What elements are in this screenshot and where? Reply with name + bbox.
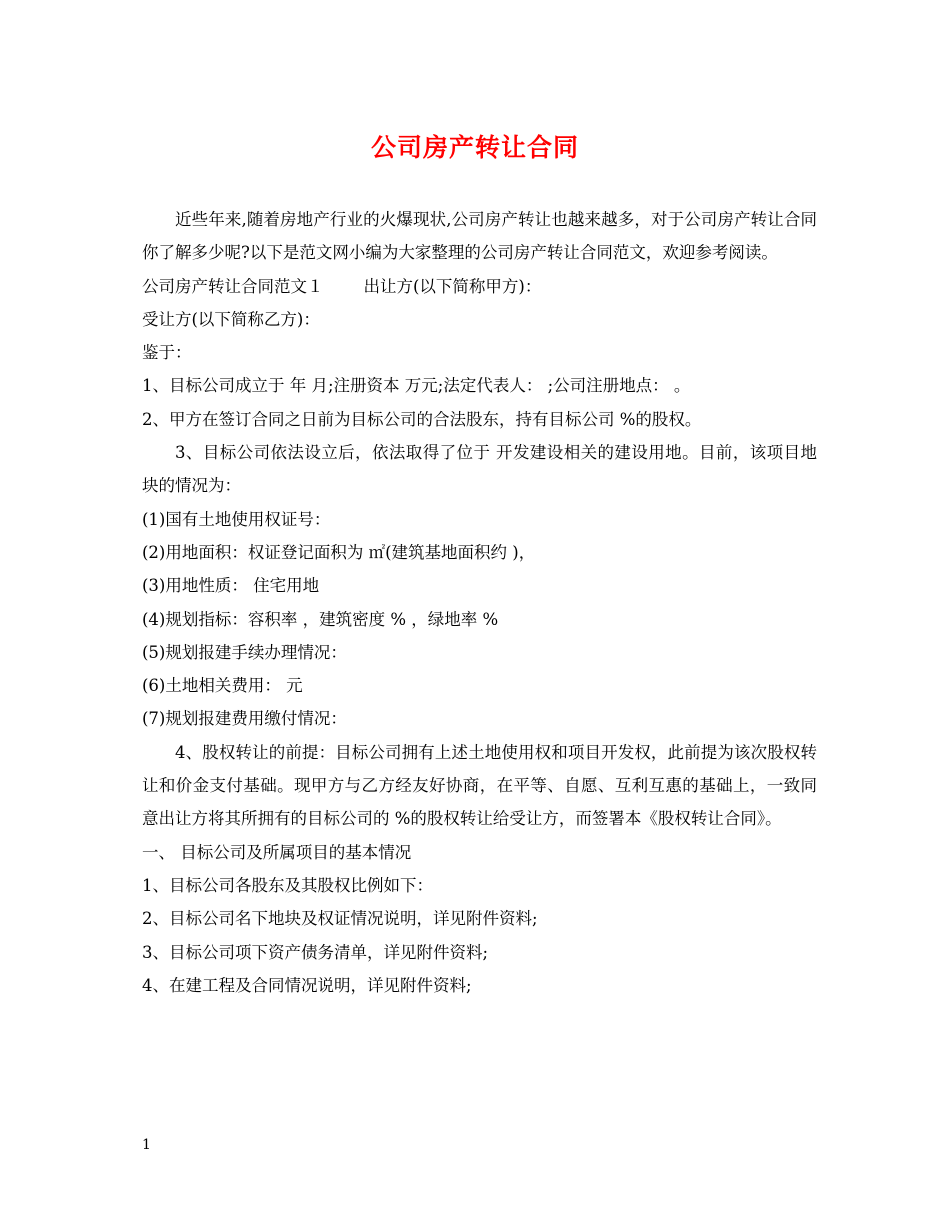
clause-1: 1、目标公司成立于 年 月;注册资本 万元;法定代表人： ;公司注册地点： 。 [142,376,691,396]
intro-paragraph: 近些年来,随着房地产行业的火爆现状,公司房产转让也越来越多，对于公司房产转让合同你了解多少呢?以下是范文网小编为大家整理的公司房产转让合同范文，欢迎参考阅读。 [142,210,817,263]
section1-item-1: 1、目标公司各股东及其股权比例如下： [142,875,433,895]
section-heading-1: 一、 目标公司及所属项目的基本情况 [142,842,412,862]
subclause-7: (7)规划报建费用缴付情况： [142,709,347,729]
sample-heading-line [142,270,817,303]
subclause-3: (3)用地性质： 住宅用地 [142,576,320,596]
page-title: 公司房产转让合同 [370,133,579,162]
clause-4: 4、股权转让的前提：目标公司拥有上述土地使用权和项目开发权，此前提为该次股权转让和价金支付基础。现甲方与乙方经友好协商，在平等、自愿、互利互惠的基础上，一致同意出让方将其所拥有的目标公司的 %的股权转让给受让方，而签署本《股权转让合同》。 [142,742,817,829]
sample-heading: 公司房产转让合同范文１ [142,276,324,296]
document-body [142,203,817,1002]
section1-item-2: 2、目标公司名下地块及权证情况说明，详见附件资料; [142,909,538,929]
clause-3: 3、目标公司依法设立后，依法取得了位于 开发建设相关的建设用地。目前，该项目地块的情况为： [142,443,817,496]
page-number: 1 [142,1137,151,1153]
subclause-2: (2)用地面积：权证登记面积为 ㎡(建筑基地面积约 )， [142,542,536,562]
clause-2: 2、甲方在签订合同之日前为目标公司的合法股东，持有目标公司 %的股权。 [142,409,702,429]
subclause-6: (6)土地相关费用： 元 [142,676,303,696]
subclause-5: (5)规划报建手续办理情况： [142,642,347,662]
section1-item-3: 3、目标公司项下资产债务清单，详见附件资料; [142,942,489,962]
section1-item-4: 4、在建工程及合同情况说明，详见附件资料; [142,975,472,995]
subclause-4: (4)规划指标：容积率 ，建筑密度 % ，绿地率 % [142,609,499,629]
whereas-label: 鉴于： [142,343,192,363]
transferee-label: 受让方(以下简称乙方)： [142,309,320,329]
transferor-label: 出让方(以下简称甲方)： [363,276,542,296]
subclause-1: (1)国有土地使用权证号： [142,509,331,529]
